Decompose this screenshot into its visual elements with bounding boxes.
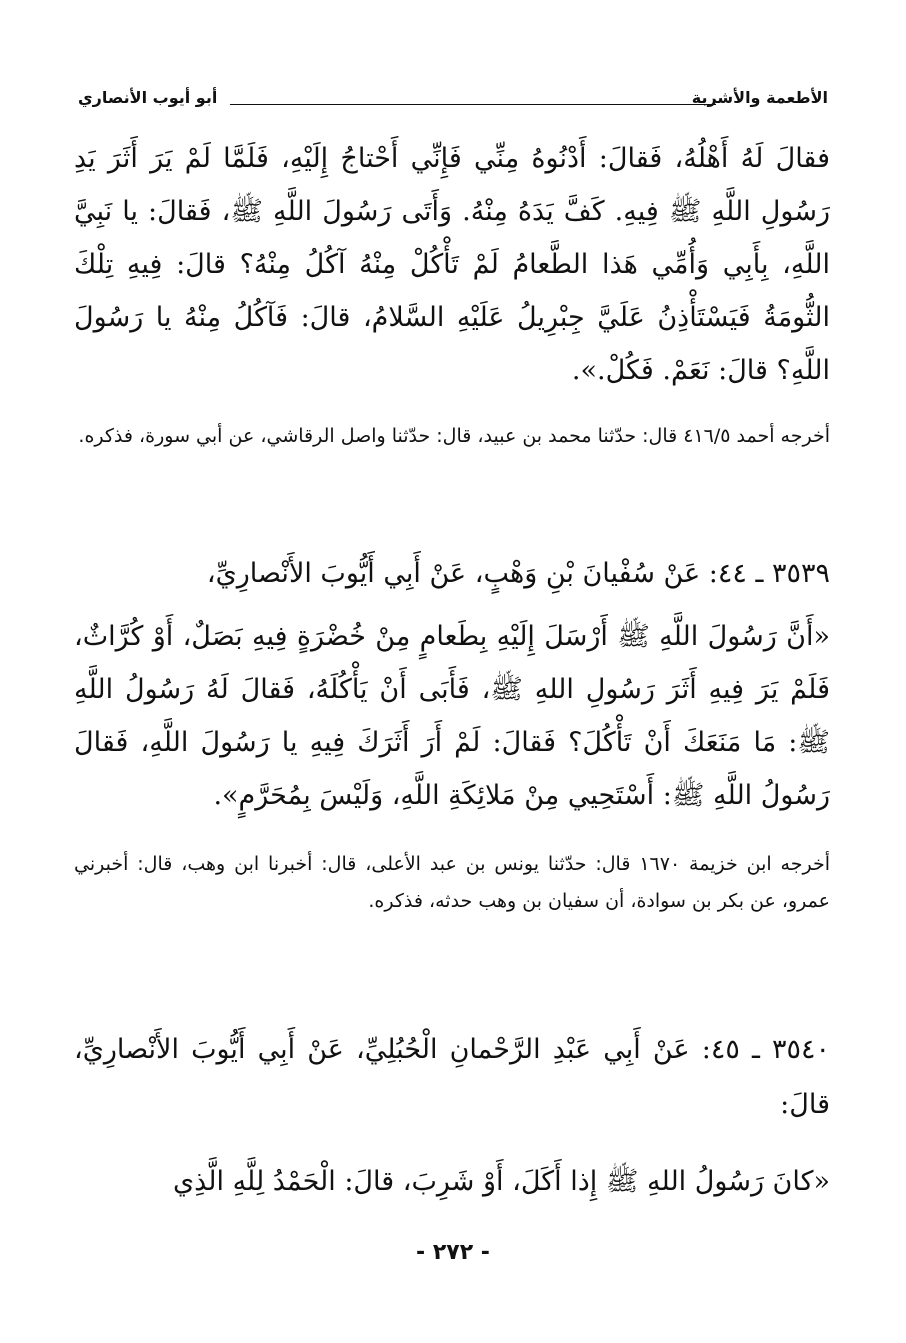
header-chapter-title: أبو أيوب الأنصاري xyxy=(78,88,218,107)
hadith-3540-text: «كانَ رَسُولُ اللهِ ﷺ إِذا أَكَلَ، أَوْ شَرِبَ، قالَ: الْحَمْدُ لِلَّهِ الَّذِي xyxy=(172,1166,830,1197)
source-note-1: أخرجه أحمد ٤١٦/٥ قال: حدّثنا محمد بن عبيد، قال: حدّثنا واصل الرقاشي، عن أبي سورة، فذكره. xyxy=(78,425,830,447)
header-rule xyxy=(230,104,716,105)
hadith-3539-text: «أَنَّ رَسُولَ اللَّهِ ﷺ أَرْسَلَ إِلَيْهِ بِطَعامٍ مِنْ خُضْرَةٍ فِيهِ بَصَلٌ، أَوْ كُرَّاثٌ، فَلَمْ يَرَ فِيهِ أَثَرَ رَسُولِ اللهِ ﷺ، فَأَبَى أَنْ يَأْكُلَهُ، فَقالَ لَهُ رَسُولُ اللَّهِ ﷺ: مَا مَنَعَكَ أَنْ تَأْكُلَ؟ فَقالَ: لَمْ أَرَ أَثَرَكَ فِيهِ يا رَسُولَ اللَّهِ، فَقالَ رَسُولُ اللَّهِ ﷺ: أَسْتَحِيي مِنْ مَلائِكَةِ اللَّهِ، وَلَيْسَ بِمُحَرَّمٍ». xyxy=(74,621,830,811)
header-section-title: الأطعمة والأشربة xyxy=(691,88,828,107)
continued-hadith-text: فقالَ لَهُ أَهْلُهُ، فَقالَ: أَدْنُوهُ مِنِّي فَإِنِّي أَحْتاجُ إِلَيْهِ، فَلَمَّا لَمْ يَرَ أَثَرَ يَدِ رَسُولِ اللَّهِ ﷺ فِيهِ. كَفَّ يَدَهُ مِنْهُ. وَأَتَى رَسُولَ اللَّهِ ﷺ، فَقالَ: يا نَبِيَّ اللَّهِ، بِأَبِي وَأُمِّي هَذا الطَّعامُ لَمْ تَأْكُلْ مِنْهُ آكُلُ مِنْهُ؟ قالَ: فِيهِ تِلْكَ الثُّومَةُ فَيَسْتَأْذِنُ عَلَيَّ جِبْرِيلُ عَلَيْهِ السَّلامُ، قالَ: فَآكُلُ مِنْهُ يا رَسُولَ اللَّهِ؟ قالَ: نَعَمْ. فَكُلْ.». xyxy=(74,143,830,386)
hadith-3539-heading: ٣٥٣٩ ـ ٤٤: عَنْ سُفْيانَ بْنِ وَهْبٍ، عَنْ أَبِي أَيُّوبَ الأَنْصارِيِّ، xyxy=(206,558,830,589)
hadith-3539-source-note: أخرجه ابن خزيمة ١٦٧٠ قال: حدّثنا يونس بن عبد الأعلى، قال: أخبرنا ابن وهب، قال: أخبرني عمرو، عن بكر بن سوادة، أن سفيان بن وهب حدثه، فذكره. xyxy=(74,853,830,912)
page-number: - ٢٧٢ - xyxy=(416,1240,490,1265)
running-header xyxy=(78,84,828,114)
hadith-3540-heading: ٣٥٤٠ ـ ٤٥: عَنْ أَبِي عَبْدِ الرَّحْمانِ الْحُبُلِيِّ، عَنْ أَبِي أَيُّوبَ الأَنْصارِيِّ، قالَ: xyxy=(74,1034,831,1120)
